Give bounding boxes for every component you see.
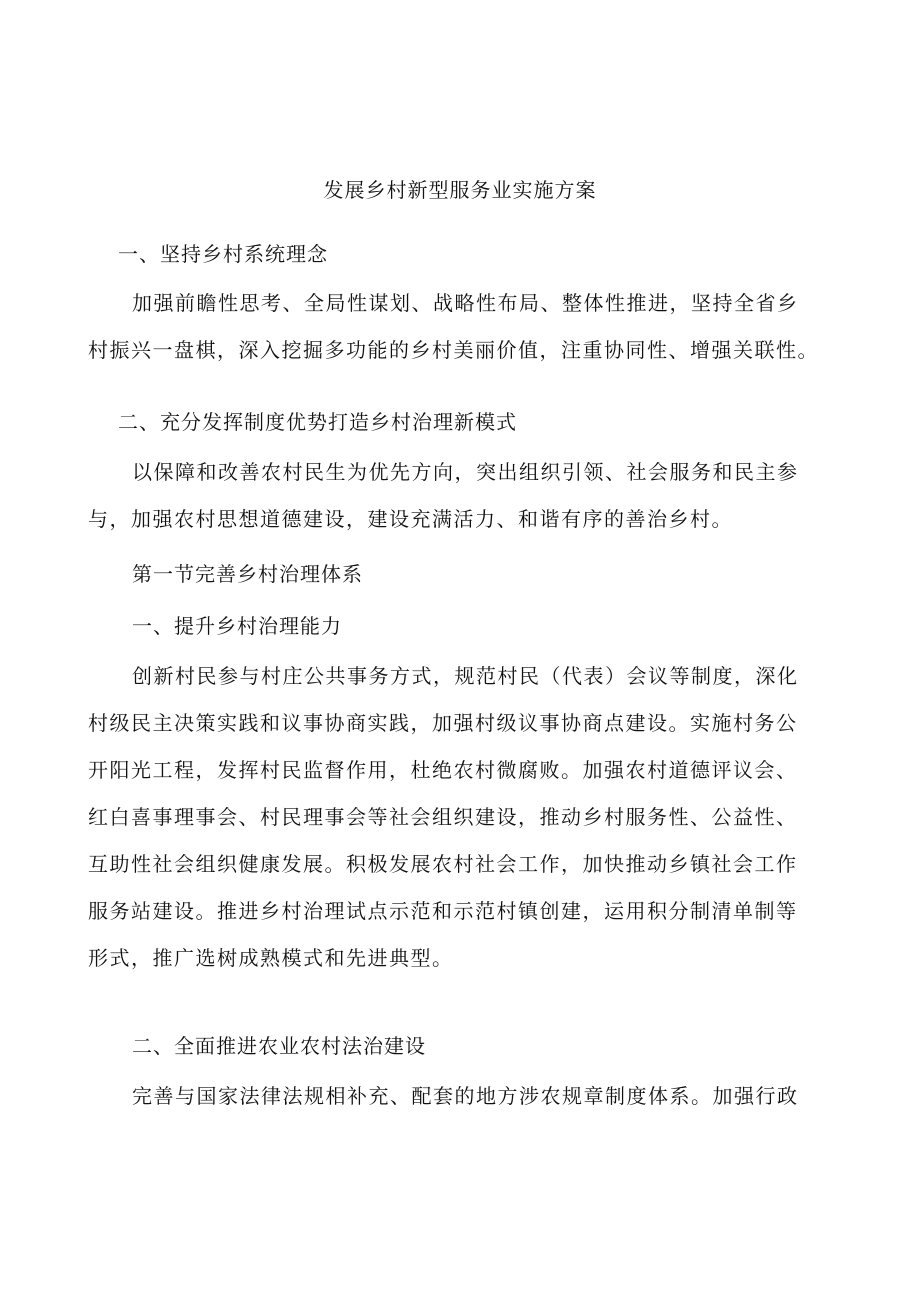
paragraph-line: 以保障和改善农村民生为优先方向，突出组织引领、社会服务和民主参 (132, 460, 799, 484)
section-1-paragraph (88, 280, 848, 374)
paragraph-line: 红白喜事理事会、村民理事会等社会组织建设，推动乡村服务性、公益性、 (88, 805, 798, 829)
paragraph-line: 加强前瞻性思考、全局性谋划、战略性布局、整体性推进，坚持全省乡 (132, 291, 799, 315)
document-title: 发展乡村新型服务业实施方案 (323, 178, 597, 202)
paragraph-line: 村振兴一盘棋，深入挖掘多功能的乡村美丽价值，注重协同性、增强关联性。 (88, 338, 819, 362)
paragraph-line: 与，加强农村思想道德建设，建设充满活力、和谐有序的善治乡村。 (88, 507, 733, 531)
section-heading-1: 一、坚持乡村系统理念 (118, 242, 328, 266)
paragraph-line: 村级民主决策实践和议事协商实践，加强村级议事协商点建设。实施村务公 (88, 711, 798, 735)
paragraph-line: 创新村民参与村庄公共事务方式，规范村民（代表）会议等制度，深化 (132, 664, 799, 688)
subsection-heading-2: 二、全面推进农业农村法治建设 (132, 1034, 426, 1058)
subsection-1-paragraph (88, 653, 848, 982)
section-2-paragraph (88, 449, 848, 543)
paragraph-line: 互助性社会组织健康发展。积极发展农村社会工作，加快推动乡镇社会工作 (88, 852, 798, 876)
paragraph-line: 完善与国家法律法规相补充、配套的地方涉农规章制度体系。加强行政 (132, 1084, 799, 1108)
chapter-heading: 第一节完善乡村治理体系 (132, 562, 363, 586)
subsection-heading-1: 一、提升乡村治理能力 (132, 614, 342, 638)
paragraph-line: 服务站建设。推进乡村治理试点示范和示范村镇创建，运用积分制清单制等 (88, 899, 798, 923)
subsection-2-paragraph (88, 1073, 848, 1120)
paragraph-line: 开阳光工程，发挥村民监督作用，杜绝农村微腐败。加强农村道德评议会、 (88, 758, 798, 782)
section-heading-2: 二、充分发挥制度优势打造乡村治理新模式 (118, 410, 517, 434)
paragraph-line: 形式，推广选树成熟模式和先进典型。 (88, 946, 454, 970)
